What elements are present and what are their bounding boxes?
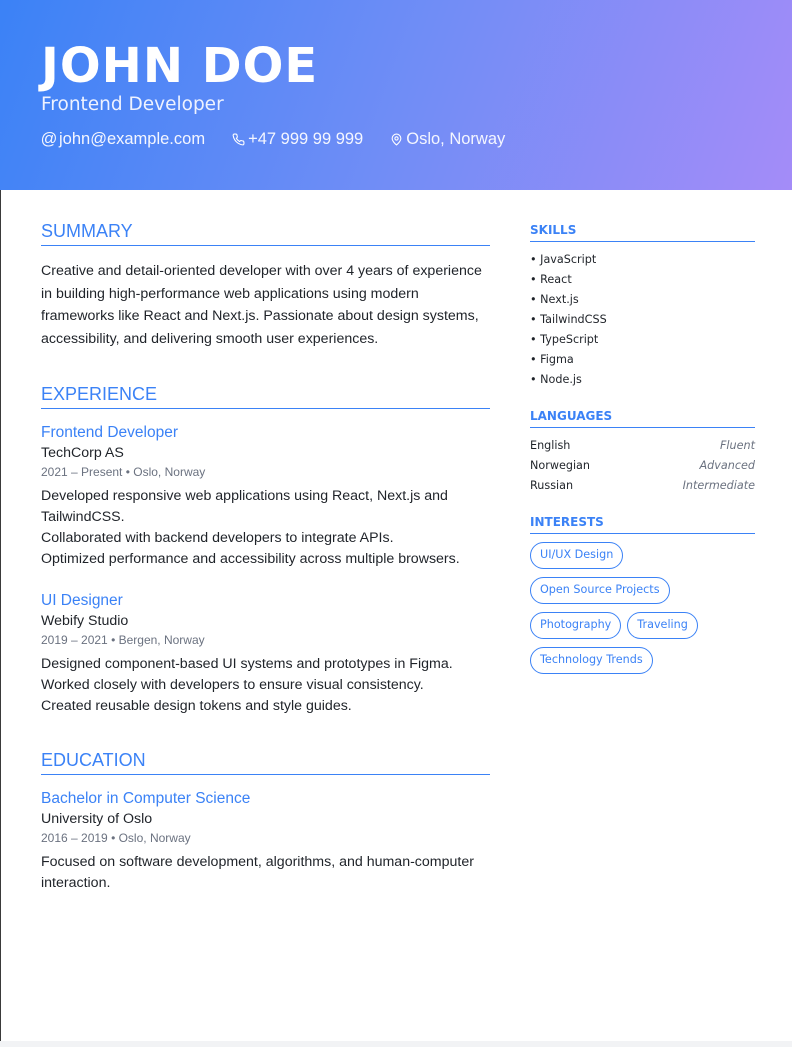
page-left-border — [0, 190, 1, 1047]
job-description-line: Collaborated with backend developers to integrate APIs. — [41, 530, 394, 547]
language-level: Fluent — [720, 439, 755, 452]
experience-section — [41, 383, 490, 717]
interest-tag: UI/UX Design — [530, 542, 623, 569]
summary-text: Creative and detail-oriented developer with over 4 years of experience in building high-performance web applications using modern frameworks like React and Next.js. Passionate about design systems, accessibility, and delivering smooth user experiences. — [41, 263, 482, 348]
language-name: Russian — [530, 479, 574, 492]
job-company: TechCorp AS — [41, 444, 124, 461]
job-description-line: Optimized performance and accessibility across multiple browsers. — [41, 551, 460, 568]
language-name: English — [530, 439, 571, 452]
contact-location-text: Oslo, Norway — [406, 130, 506, 148]
job-entry — [41, 423, 490, 571]
languages-heading: LANGUAGES — [530, 408, 755, 428]
language-level: Intermediate — [682, 479, 755, 492]
skills-section — [530, 222, 755, 390]
summary-heading: SUMMARY — [41, 220, 490, 246]
degree-title: Bachelor in Computer Science — [41, 790, 251, 808]
education-section — [41, 749, 490, 894]
school-name: University of Oslo — [41, 811, 153, 828]
job-dates-location: 2021 – Present • Oslo, Norway — [41, 464, 206, 479]
job-entry — [41, 591, 490, 718]
job-dates-location: 2019 – 2021 • Bergen, Norway — [41, 632, 205, 647]
education-dates-location: 2016 – 2019 • Oslo, Norway — [41, 831, 191, 846]
location-pin-icon — [388, 131, 404, 147]
job-description-line: Designed component-based UI systems and prototypes in Figma. — [41, 655, 453, 672]
education-description: Focused on software development, algorithms, and human-computer interaction. — [41, 854, 474, 892]
candidate-name: JOHN DOE — [41, 38, 319, 94]
skill-item: • TypeScript — [530, 333, 599, 346]
contact-info — [41, 128, 530, 150]
interest-tags — [530, 542, 755, 682]
phone-icon — [230, 131, 246, 147]
skills-heading: SKILLS — [530, 222, 755, 242]
skill-item: • React — [530, 273, 572, 286]
sidebar-column — [530, 222, 755, 682]
language-row — [530, 456, 755, 476]
job-description — [41, 486, 490, 571]
language-level: Advanced — [699, 459, 755, 472]
experience-heading: EXPERIENCE — [41, 383, 490, 409]
interest-tag: Photography — [530, 612, 621, 639]
skill-item: • Figma — [530, 353, 574, 366]
job-company: Webify Studio — [41, 612, 129, 629]
at-icon: @ — [40, 130, 58, 148]
contact-email[interactable] — [41, 128, 205, 150]
contact-location — [388, 128, 505, 150]
contact-email-text: john@example.com — [59, 130, 206, 148]
interests-heading: INTERESTS — [530, 514, 755, 534]
interest-tag: Open Source Projects — [530, 577, 670, 604]
skill-item: • JavaScript — [530, 253, 597, 266]
job-title: Frontend Developer — [41, 423, 178, 441]
job-description — [41, 654, 490, 718]
language-row — [530, 476, 755, 496]
job-description-line: Created reusable design tokens and style guides. — [41, 698, 352, 715]
candidate-title: Frontend Developer — [41, 94, 224, 115]
page-bottom-strip — [0, 1041, 792, 1047]
resume-header — [0, 0, 792, 190]
contact-phone-text: +47 999 99 999 — [248, 130, 364, 148]
skill-item: • TailwindCSS — [530, 313, 607, 326]
contact-phone[interactable] — [230, 128, 363, 150]
languages-section — [530, 408, 755, 496]
interests-section — [530, 514, 755, 682]
summary-section — [41, 220, 490, 351]
interest-tag: Technology Trends — [530, 647, 653, 674]
skill-item: • Node.js — [530, 373, 582, 386]
job-description-line: Developed responsive web applications using React, Next.js and TailwindCSS. — [41, 487, 448, 526]
language-name: Norwegian — [530, 459, 591, 472]
main-column — [41, 220, 490, 895]
education-heading: EDUCATION — [41, 749, 490, 775]
job-description-line: Worked closely with developers to ensure visual consistency. — [41, 676, 424, 693]
job-title: UI Designer — [41, 591, 123, 609]
interest-tag: Traveling — [627, 612, 698, 639]
language-row — [530, 436, 755, 456]
skill-item: • Next.js — [530, 293, 579, 306]
